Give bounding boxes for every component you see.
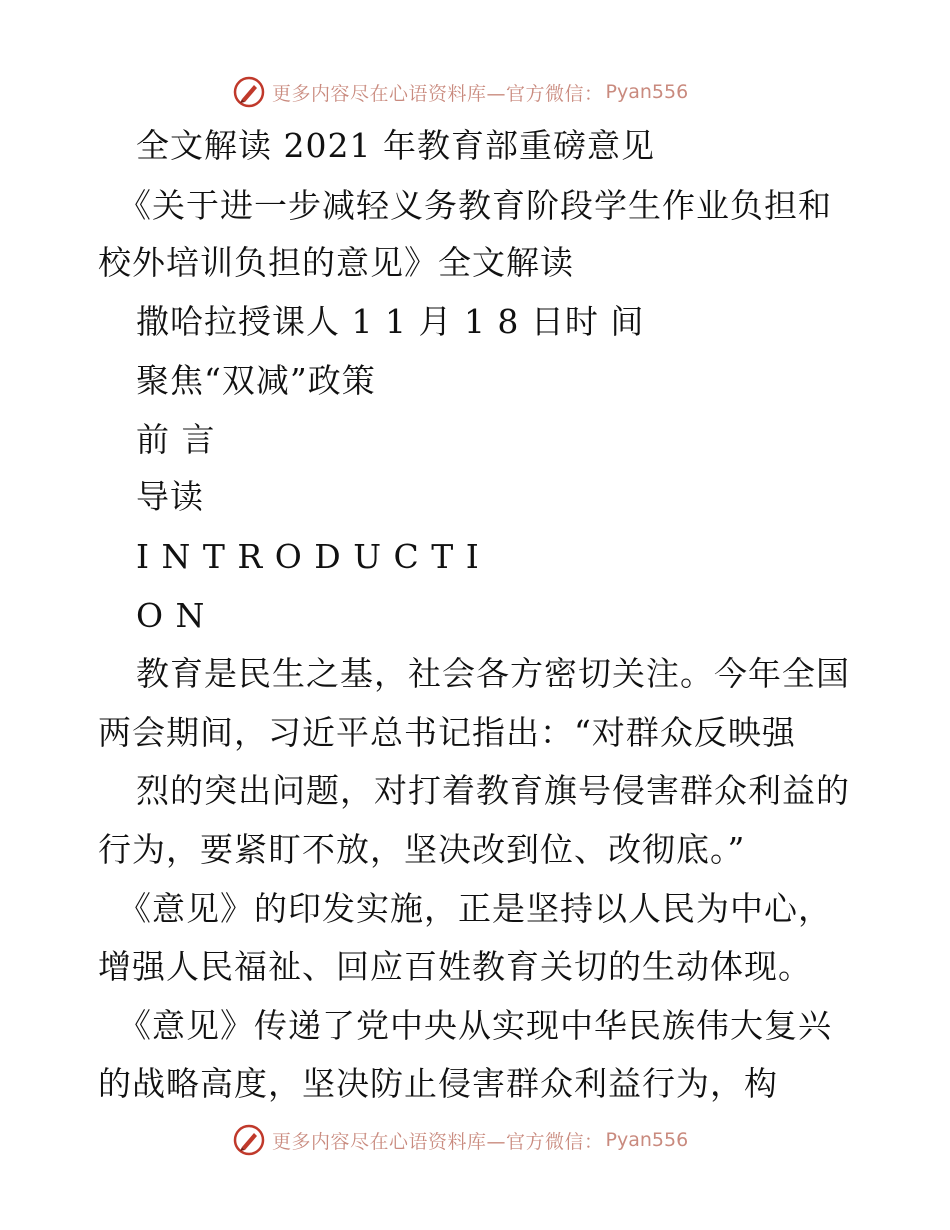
doc-line: 两会期间，习近平总书记指出：“对群众反映强 — [98, 713, 796, 752]
doc-line: 校外培训负担的意见》全文解读 — [98, 243, 574, 282]
doc-line: 导读 — [136, 477, 204, 516]
watermark-handle: Pyan556 — [605, 1129, 689, 1151]
doc-line: 行为，要紧盯不放，坚决改到位、改彻底。” — [98, 830, 746, 869]
watermark-handle: Pyan556 — [605, 81, 689, 103]
doc-line: 烈的突出问题，对打着教育旗号侵害群众利益的 — [136, 771, 850, 810]
doc-line: 聚焦“双减”政策 — [136, 361, 376, 400]
watermark-text: 更多内容尽在心语资料库—官方微信： — [272, 1130, 604, 1153]
doc-line: O N — [136, 596, 206, 635]
doc-line: 前 言 — [136, 420, 216, 459]
doc-line: 增强人民福祉、回应百姓教育关切的生动体现。 — [98, 947, 812, 986]
header-watermark — [232, 72, 688, 112]
doc-line: 的战略高度，坚决防止侵害群众利益行为，构 — [98, 1064, 778, 1103]
doc-line: 《意见》传递了党中央从实现中华民族伟大复兴 — [118, 1006, 832, 1045]
doc-line: 《关于进一步减轻义务教育阶段学生作业负担和 — [118, 186, 832, 225]
pen-logo-icon — [232, 75, 266, 109]
doc-title: 全文解读 2021 年教育部重磅意见 — [136, 126, 655, 165]
pen-logo-icon — [232, 1123, 266, 1157]
doc-line: 撒哈拉授课人 1 1 月 1 8 日时 间 — [136, 302, 645, 341]
doc-line: 教育是民生之基，社会各方密切关注。今年全国 — [136, 654, 850, 693]
watermark-text: 更多内容尽在心语资料库—官方微信： — [272, 82, 604, 105]
doc-line: I N T R O D U C T I — [136, 537, 480, 576]
doc-line: 《意见》的印发实施，正是坚持以人民为中心， — [118, 889, 832, 928]
footer-watermark — [232, 1120, 688, 1160]
